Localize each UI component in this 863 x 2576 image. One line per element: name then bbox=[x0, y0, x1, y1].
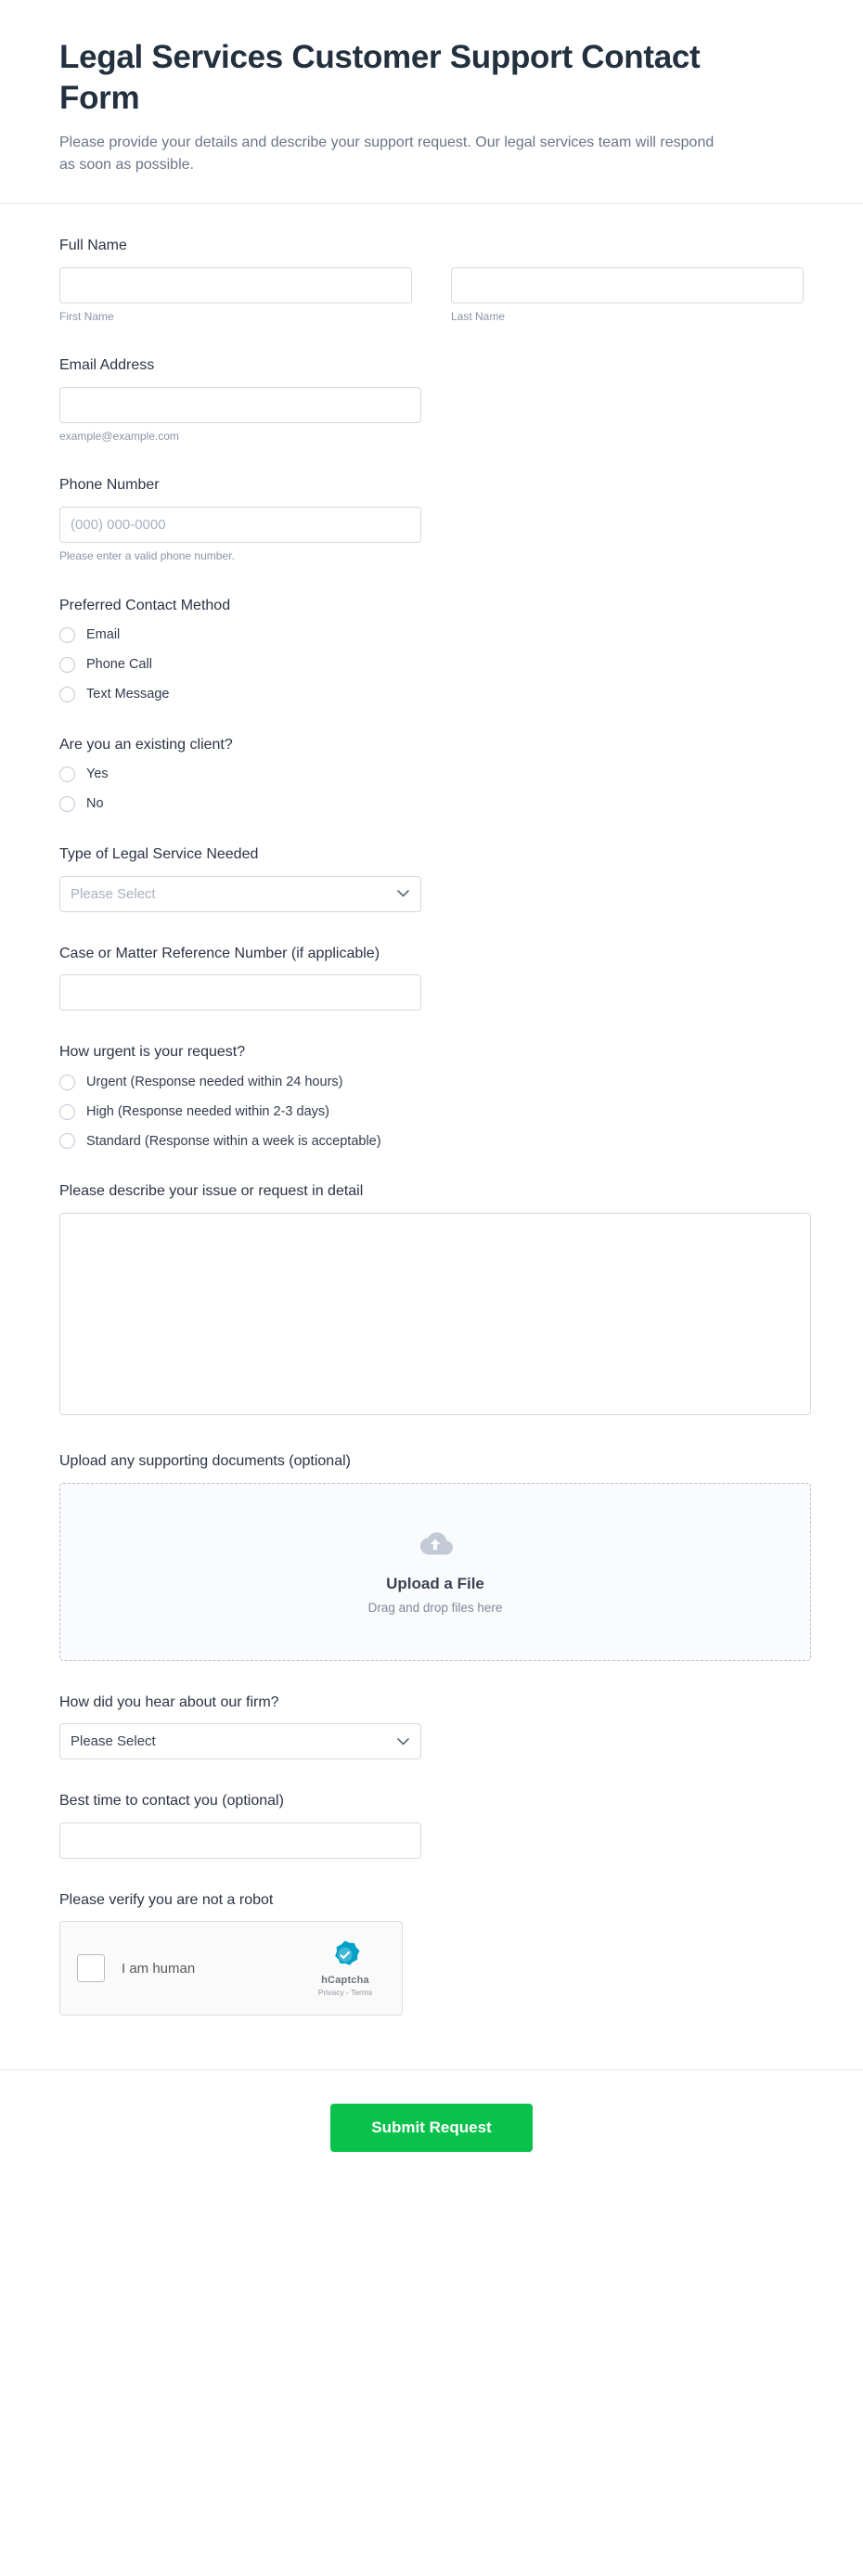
field-existing-client bbox=[59, 735, 804, 813]
radio-existing-yes[interactable] bbox=[59, 766, 804, 783]
field-urgency bbox=[59, 1042, 804, 1150]
radio-icon[interactable] bbox=[59, 766, 75, 782]
upload-hint: Drag and drop files here bbox=[367, 1600, 503, 1615]
radio-label: Urgent (Response needed within 24 hours) bbox=[86, 1074, 343, 1089]
contact-method-options bbox=[59, 626, 804, 703]
field-referral bbox=[59, 1693, 804, 1760]
radio-urgency-standard[interactable] bbox=[59, 1133, 804, 1151]
radio-label: Standard (Response within a week is acceptable) bbox=[86, 1133, 381, 1149]
captcha-checkbox-label: I am human bbox=[122, 1960, 196, 1977]
captcha-checkbox[interactable] bbox=[77, 1954, 105, 1982]
field-description bbox=[59, 1181, 804, 1420]
best-time-label: Best time to contact you (optional) bbox=[59, 1793, 284, 1810]
first-name-sublabel: First Name bbox=[59, 309, 114, 323]
field-phone bbox=[59, 475, 804, 563]
radio-icon[interactable] bbox=[59, 1075, 75, 1090]
radio-label: No bbox=[86, 796, 104, 812]
radio-icon[interactable] bbox=[59, 1133, 75, 1149]
radio-icon[interactable] bbox=[59, 627, 75, 643]
case-reference-label: Case or Matter Reference Number (if applicable) bbox=[59, 945, 380, 961]
service-type-label: Type of Legal Service Needed bbox=[59, 846, 259, 863]
referral-select[interactable] bbox=[59, 1723, 421, 1759]
field-captcha bbox=[59, 1890, 804, 2016]
radio-urgency-urgent[interactable] bbox=[59, 1074, 804, 1091]
email-label: Email Address bbox=[59, 357, 155, 374]
hcaptcha-brand bbox=[305, 1939, 385, 1997]
email-sublabel: example@example.com bbox=[59, 429, 179, 443]
phone-sublabel: Please enter a valid phone number. bbox=[59, 549, 235, 563]
file-upload-dropzone[interactable] bbox=[59, 1483, 811, 1661]
urgency-label: How urgent is your request? bbox=[59, 1044, 246, 1061]
case-reference-input[interactable] bbox=[59, 974, 421, 1011]
cloud-upload-icon bbox=[416, 1529, 455, 1562]
existing-client-options bbox=[59, 766, 804, 813]
submit-button[interactable]: Submit Request bbox=[330, 2104, 533, 2152]
radio-icon[interactable] bbox=[59, 657, 75, 673]
radio-label: Email bbox=[86, 627, 121, 643]
radio-urgency-high[interactable] bbox=[59, 1103, 804, 1121]
form-footer bbox=[0, 2069, 863, 2204]
page-title: Legal Services Customer Support Contact Form bbox=[59, 39, 701, 116]
urgency-options bbox=[59, 1074, 804, 1151]
field-best-time bbox=[59, 1791, 804, 1859]
radio-contact-text[interactable] bbox=[59, 686, 804, 703]
radio-icon[interactable] bbox=[59, 796, 75, 812]
captcha-label: Please verify you are not a robot bbox=[59, 1891, 274, 1908]
phone-label: Phone Number bbox=[59, 477, 160, 494]
form-body bbox=[0, 204, 863, 2069]
contact-method-label: Preferred Contact Method bbox=[59, 597, 231, 613]
first-name-input[interactable] bbox=[59, 267, 412, 303]
hcaptcha-links[interactable]: Privacy - Terms bbox=[317, 1988, 373, 1998]
referral-select-wrap bbox=[59, 1723, 421, 1759]
radio-existing-no[interactable] bbox=[59, 795, 804, 813]
field-contact-method bbox=[59, 596, 804, 703]
hcaptcha-logo-icon bbox=[329, 1939, 361, 1971]
email-input[interactable] bbox=[59, 387, 421, 423]
description-textarea[interactable] bbox=[59, 1213, 811, 1415]
last-name-col bbox=[451, 267, 804, 325]
field-case-reference bbox=[59, 944, 804, 1011]
last-name-sublabel: Last Name bbox=[451, 309, 506, 323]
field-email bbox=[59, 355, 804, 444]
radio-label: High (Response needed within 2-3 days) bbox=[86, 1103, 329, 1119]
existing-client-label: Are you an existing client? bbox=[59, 736, 233, 753]
hcaptcha-widget[interactable] bbox=[59, 1921, 403, 2016]
radio-icon[interactable] bbox=[59, 1104, 75, 1120]
radio-label: Yes bbox=[86, 766, 109, 782]
upload-label: Upload any supporting documents (optional) bbox=[59, 1452, 351, 1469]
form-description: Please provide your details and describe your support request. Our legal services team will respond as soon as possible. bbox=[59, 134, 715, 174]
description-label: Please describe your issue or request in detail bbox=[59, 1183, 364, 1200]
last-name-input[interactable] bbox=[451, 267, 804, 303]
best-time-input[interactable] bbox=[59, 1823, 421, 1859]
radio-label: Phone Call bbox=[86, 657, 152, 673]
radio-contact-phone[interactable] bbox=[59, 656, 804, 674]
first-name-col bbox=[59, 267, 412, 325]
field-service-type bbox=[59, 844, 804, 912]
service-type-select[interactable] bbox=[59, 876, 421, 912]
full-name-label: Full Name bbox=[59, 238, 127, 254]
hcaptcha-brand-name: hCaptcha bbox=[321, 1975, 369, 1987]
radio-label: Text Message bbox=[86, 686, 170, 702]
radio-icon[interactable] bbox=[59, 687, 75, 702]
referral-label: How did you hear about our firm? bbox=[59, 1694, 279, 1710]
phone-input[interactable] bbox=[59, 507, 421, 543]
field-full-name bbox=[59, 236, 804, 324]
field-upload bbox=[59, 1451, 804, 1661]
upload-title: Upload a File bbox=[386, 1574, 484, 1592]
form-header bbox=[0, 0, 863, 204]
full-name-row bbox=[59, 267, 804, 325]
radio-contact-email[interactable] bbox=[59, 626, 804, 644]
service-type-select-wrap bbox=[59, 876, 421, 912]
